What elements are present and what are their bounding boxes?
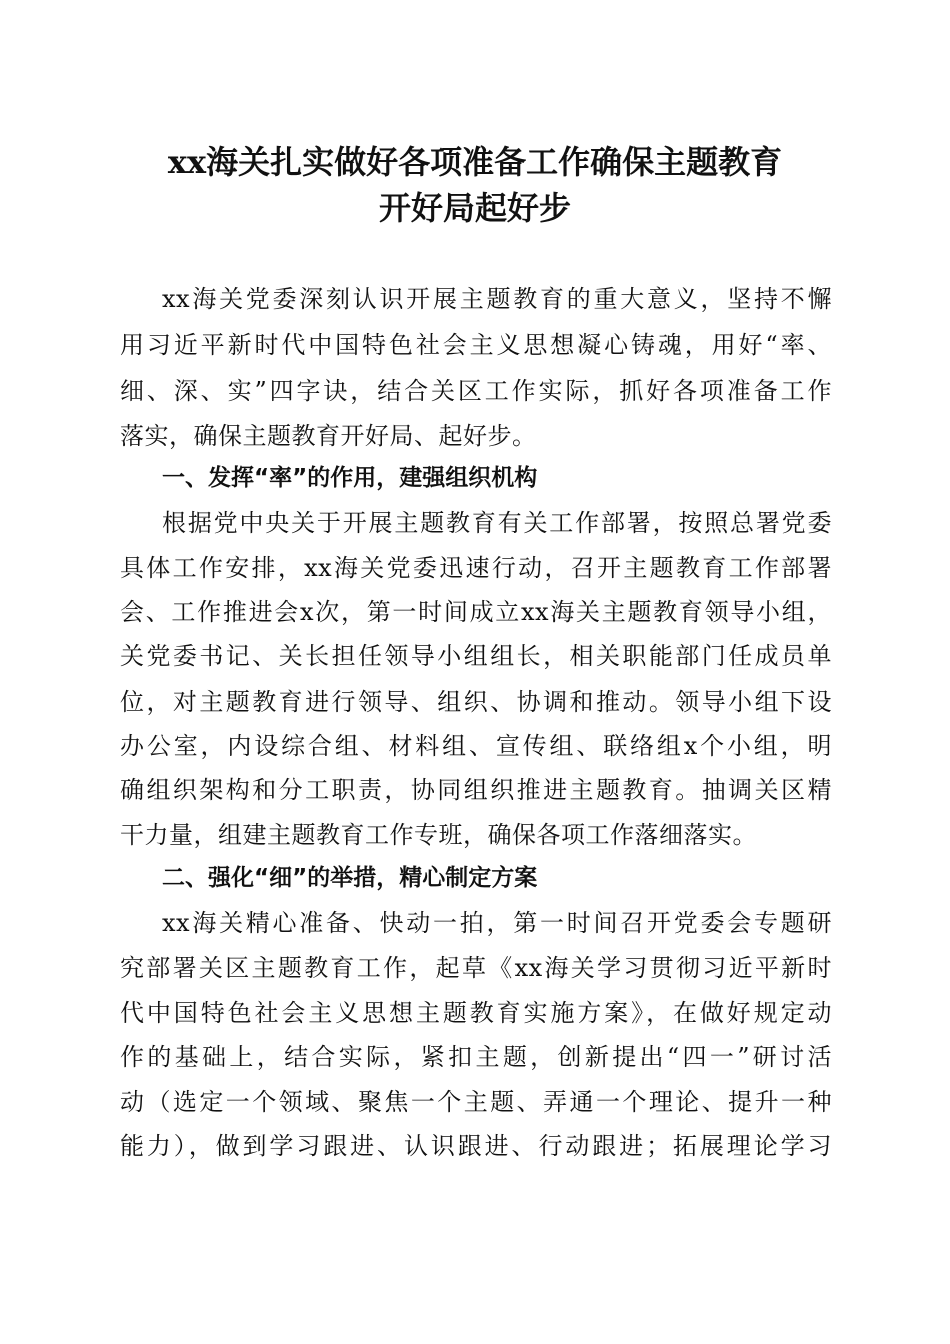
paragraph-2-line-4: 关党委书记、关长担任领导小组组长，相关职能部门任成员单	[120, 642, 832, 670]
paragraph-3-line-5: 动（选定一个领域、聚焦一个主题、弄通一个理论、提升一种	[120, 1088, 832, 1116]
paragraph-3-line-3: 代中国特色社会主义思想主题教育实施方案》，在做好规定动	[120, 999, 832, 1027]
paragraph-2-line-5: 位，对主题教育进行领导、组织、协调和推动。领导小组下设	[120, 688, 832, 716]
paragraph-3-line-1: xx海关精心准备、快动一拍，第一时间召开党委会专题研	[162, 909, 832, 937]
paragraph-2-line-1: 根据党中央关于开展主题教育有关工作部署，按照总署党委	[162, 509, 832, 537]
paragraph-1-line-2: 用习近平新时代中国特色社会主义思想凝心铸魂，用好“率、	[120, 331, 832, 359]
paragraph-2-line-3: 会、工作推进会x次，第一时间成立xx海关主题教育领导小组，	[120, 598, 832, 626]
paragraph-2-line-2: 具体工作安排，xx海关党委迅速行动，召开主题教育工作部署	[120, 554, 832, 582]
paragraph-2-line-8: 干力量，组建主题教育工作专班，确保各项工作落细落实。	[120, 821, 757, 849]
section-heading-2: 二、强化“细”的举措，精心制定方案	[162, 865, 538, 891]
section-heading-1: 一、发挥“率”的作用，建强组织机构	[162, 465, 538, 491]
paragraph-3-line-2: 究部署关区主题教育工作，起草《xx海关学习贯彻习近平新时	[120, 954, 832, 982]
document-title-line-1: xx海关扎实做好各项准备工作确保主题教育	[167, 143, 783, 181]
paragraph-2-line-6: 办公室，内设综合组、材料组、宣传组、联络组x个小组，明	[120, 732, 832, 760]
paragraph-1-line-1: xx海关党委深刻认识开展主题教育的重大意义，坚持不懈	[162, 285, 832, 313]
paragraph-2-line-7: 确组织架构和分工职责，协同组织推进主题教育。抽调关区精	[120, 776, 832, 804]
paragraph-3-line-4: 作的基础上，结合实际，紧扣主题，创新提出“四一”研讨活	[120, 1043, 832, 1071]
document-title-line-2: 开好局起好步	[378, 189, 571, 227]
paragraph-1-line-4: 落实，确保主题教育开好局、起好步。	[120, 422, 537, 450]
paragraph-3-line-6: 能力），做到学习跟进、认识跟进、行动跟进；拓展理论学习	[120, 1132, 832, 1160]
paragraph-1-line-3: 细、深、实”四字诀，结合关区工作实际，抓好各项准备工作	[120, 377, 832, 405]
